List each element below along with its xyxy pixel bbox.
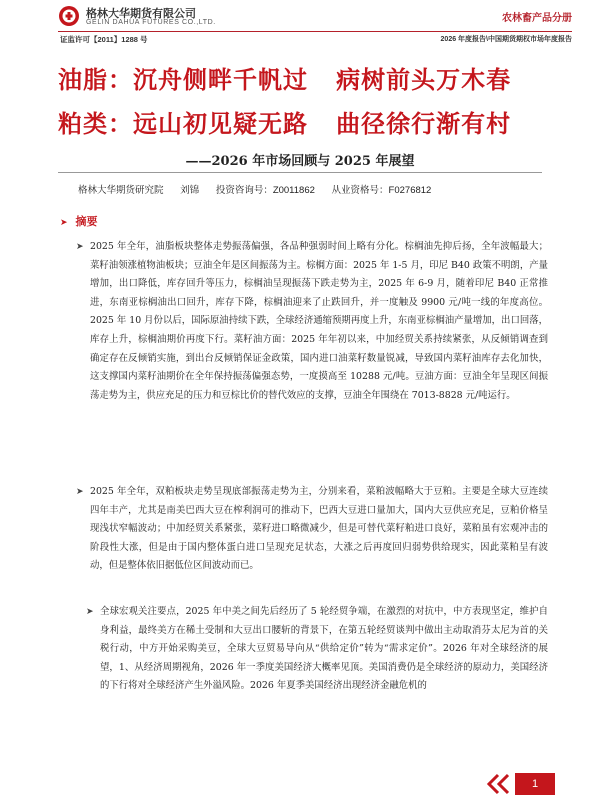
header-divider <box>58 31 572 32</box>
company-logo-icon <box>58 5 80 27</box>
paragraph-text: 2025 年全年，双粕板块走势呈现底部振荡走势为主，分别来看，菜粕波幅略大于豆粕。主要是全球大豆连续四年丰产，尤其是南美巴西大豆在榨利润可的推动下，巴西大豆进口量加大，国内大豆供应充足，豆粕价格呈现浅状窄幅波动；中加经贸关系紧张，菜籽进口略微减少，但是可替代菜籽粕进口良好，菜粕虽有宏观冲击的阶段性大涨，但是由于国内整体蛋白进口呈现充足状态，大涨之后再度回归弱势供给现实，因此菜粕呈有波动，但是整体依旧据低位区间波动而已。 <box>90 486 548 572</box>
double-chevron-icon <box>484 772 514 796</box>
brand-name-cn: 格林大华期货有限公司 <box>86 8 196 20</box>
qualification-number: 从业资格号：F0276812 <box>331 185 432 196</box>
author-divider-top <box>58 172 542 173</box>
author-line <box>78 182 445 196</box>
abstract-paragraph <box>76 483 548 576</box>
abstract-paragraph <box>86 603 548 696</box>
triangle-bullet-icon: ➤ <box>60 217 68 227</box>
abstract-heading <box>60 213 98 229</box>
report-section-tag: 农林畜产品分册 <box>502 13 572 24</box>
analyst-name: 刘锦 <box>180 185 200 196</box>
arrow-bullet-icon: ➤ <box>76 487 84 497</box>
report-type: 2026 年度报告\中国期货期权市场年度报告 <box>440 36 572 43</box>
paragraph-text: 2025 年全年，油脂板块整体走势振荡偏强，各品种强弱时间上略有分化。棕榈油先抑后扬，全年波幅最大；菜籽油领涨植物油板块；豆油全年是区间振荡为主。棕榈方面：2025 年 1-5 月，印尼 B40 政策不明朗，产量增加，出口降低，库存回升等压力，棕榈油呈现振荡下跌走势为主，2025 年 6-9 月，随着印尼 B40 正常推进，东南亚棕榈油出口回升，库存下降，棕榈油迎来了止跌回升，并一度触及 9900 元/吨一线的年度高位。2025 年 10 月份以后，国际原油持续下跌，全球经济通缩预期再度上升，东南亚棕榈油产量增加，出口回落，库存上升，棕榈油期价再度下行。菜籽油方面：2025 年年初以来，中加经贸关系持续紧张，从反倾销调查到确定存在反倾销实施，到出台反倾销保证金政策，国内进口油菜籽数量锐减，导致国内菜籽油库存去化加快，这支撑国内菜籽油期价在全年保持振荡偏强态势，一度摸高至 10288 元/吨。豆油方面：豆油全年呈现区间振荡走势为主，供应充足的压力和豆棕比价的替代效应的支撑，豆油全年围绕在 7013-8828 元/吨运行。 <box>90 241 548 401</box>
paragraph-text: 全球宏观关注要点，2025 年中美之间先后经历了 5 轮经贸争端，在激烈的对抗中，中方表现坚定，维护自身利益，最终美方在稀土受制和大豆出口腰斩的背景下，在第五轮经贸谈判中做出主动取消芬太尼为首的关税行动，中方开始采购美豆，全球大豆贸易导向从“供给定价”转为“需求定价”。2026 年对全球经济的展望，1、从经济周期视角，2026 年一季度美国经济大概率见顶。美国消费仍是全球经济的原动力，美国经济的下行将对全球经济产生外溢风险。2026 年夏季美国经济出现经济金融危机的 <box>100 606 548 692</box>
arrow-bullet-icon: ➤ <box>76 242 84 252</box>
brand-name-en: GELIN DAHUA FUTURES CO.,LTD. <box>86 19 216 26</box>
arrow-bullet-icon: ➤ <box>86 607 94 617</box>
main-title-line2: 粕类：远山初见疑无路 曲径徐行渐有村 <box>58 110 512 138</box>
page-number: 1 <box>531 778 539 790</box>
institute-name: 格林大华期货研究院 <box>78 185 164 196</box>
subtitle: ——2026 年市场回顾与 2025 年展望 <box>185 154 415 169</box>
abstract-paragraph <box>76 238 548 405</box>
abstract-heading-label: 摘要 <box>75 216 98 228</box>
license-number: 证监许可【2011】1288 号 <box>60 35 148 44</box>
consult-number: 投资咨询号：Z0011862 <box>215 185 315 196</box>
main-title-line1: 油脂：沉舟侧畔千帆过 病树前头万木春 <box>58 66 512 94</box>
